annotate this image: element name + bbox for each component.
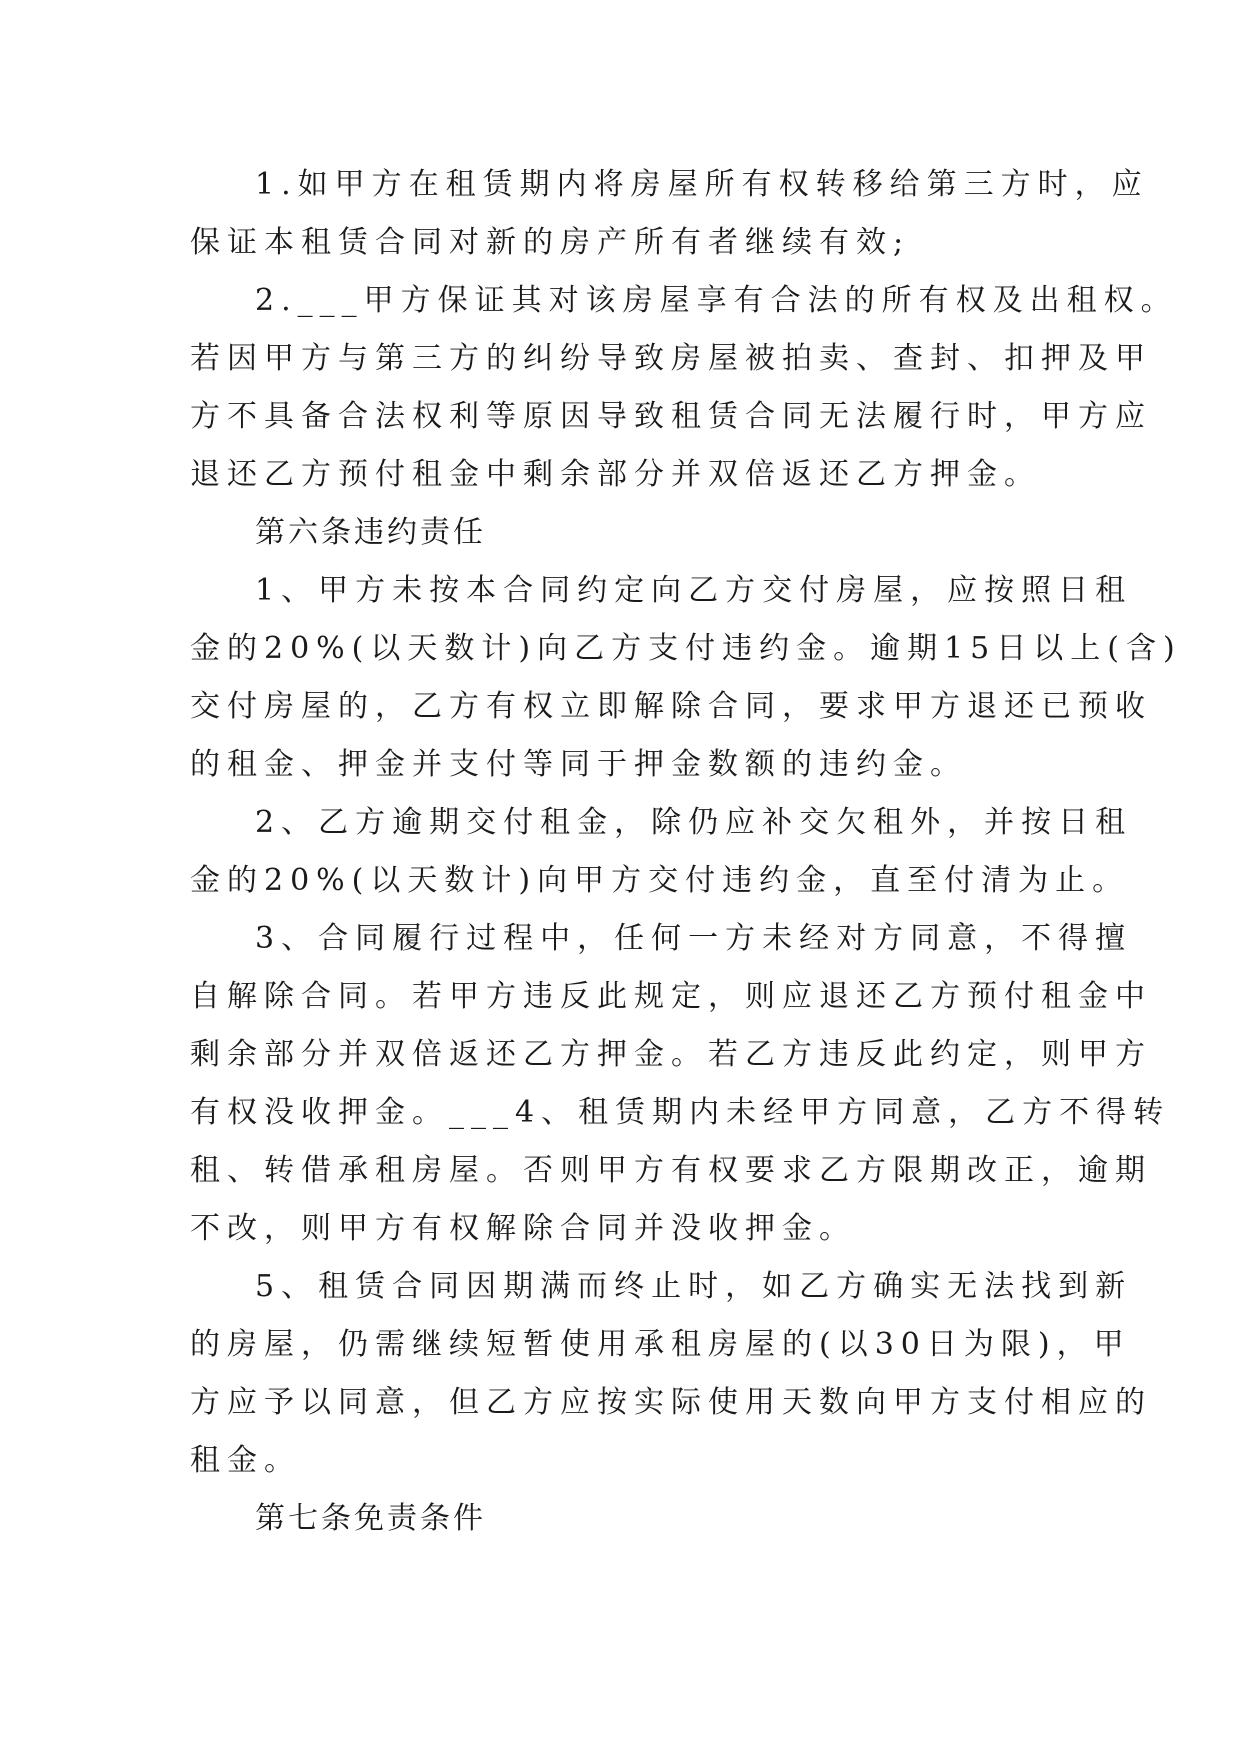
- clause-6-1-line-2: 金的20%(以天数计)向乙方支付违约金。逾期15日以上(含): [190, 631, 1182, 666]
- clause-5-2-line-4: 退还乙方预付租金中剩余部分并双倍返还乙方押金。: [190, 457, 1041, 492]
- clause-6-1-line-1: 1、甲方未按本合同约定向乙方交付房屋，应按照日租: [255, 573, 1133, 608]
- clause-6-2-line-1: 2、乙方逾期交付租金，除仍应补交欠租外，并按日租: [255, 805, 1133, 840]
- clause-5-2-line-1: 2.___甲方保证其对该房屋享有合法的所有权及出租权。: [255, 283, 1178, 318]
- clause-5-1-line-1: 1.如甲方在租赁期内将房屋所有权转移给第三方时，应: [255, 167, 1149, 202]
- section-heading-article-7: 第七条免责条件: [255, 1501, 486, 1536]
- clause-6-5-line-1: 5、租赁合同因期满而终止时，如乙方确实无法找到新: [255, 1269, 1133, 1304]
- clause-6-5-line-3: 方应予以同意，但乙方应按实际使用天数向甲方支付相应的: [190, 1385, 1152, 1420]
- clause-6-4-line-2: 不改，则甲方有权解除合同并没收押金。: [190, 1211, 856, 1246]
- clause-6-3-line-2: 自解除合同。若甲方违反此规定，则应退还乙方预付租金中: [190, 979, 1152, 1014]
- clause-5-2-line-3: 方不具备合法权利等原因导致租赁合同无法履行时，甲方应: [190, 399, 1152, 434]
- clause-6-3-line-1: 3、合同履行过程中，任何一方未经对方同意，不得擅: [255, 921, 1133, 956]
- clause-5-2-line-2: 若因甲方与第三方的纠纷导致房屋被拍卖、查封、扣押及甲: [190, 341, 1152, 376]
- clause-6-4-line-1: 租、转借承租房屋。否则甲方有权要求乙方限期改正，逾期: [190, 1153, 1152, 1188]
- clause-6-1-line-3: 交付房屋的，乙方有权立即解除合同，要求甲方退还已预收: [190, 689, 1152, 724]
- clause-6-3-line-3: 剩余部分并双倍返还乙方押金。若乙方违反此约定，则甲方: [190, 1037, 1152, 1072]
- clause-5-1-line-2: 保证本租赁合同对新的房产所有者继续有效;: [190, 225, 911, 260]
- clause-6-5-line-2: 的房屋，仍需继续短暂使用承租房屋的(以30日为限)，甲: [190, 1327, 1131, 1362]
- clause-6-2-line-2: 金的20%(以天数计)向甲方交付违约金，直至付清为止。: [190, 863, 1130, 898]
- clause-6-3-line-4: 有权没收押金。___4、租赁期内未经甲方同意，乙方不得转: [190, 1095, 1171, 1130]
- section-heading-article-6: 第六条违约责任: [255, 515, 486, 550]
- clause-6-1-line-4: 的租金、押金并支付等同于押金数额的违约金。: [190, 747, 967, 782]
- clause-6-5-line-4: 租金。: [190, 1443, 301, 1478]
